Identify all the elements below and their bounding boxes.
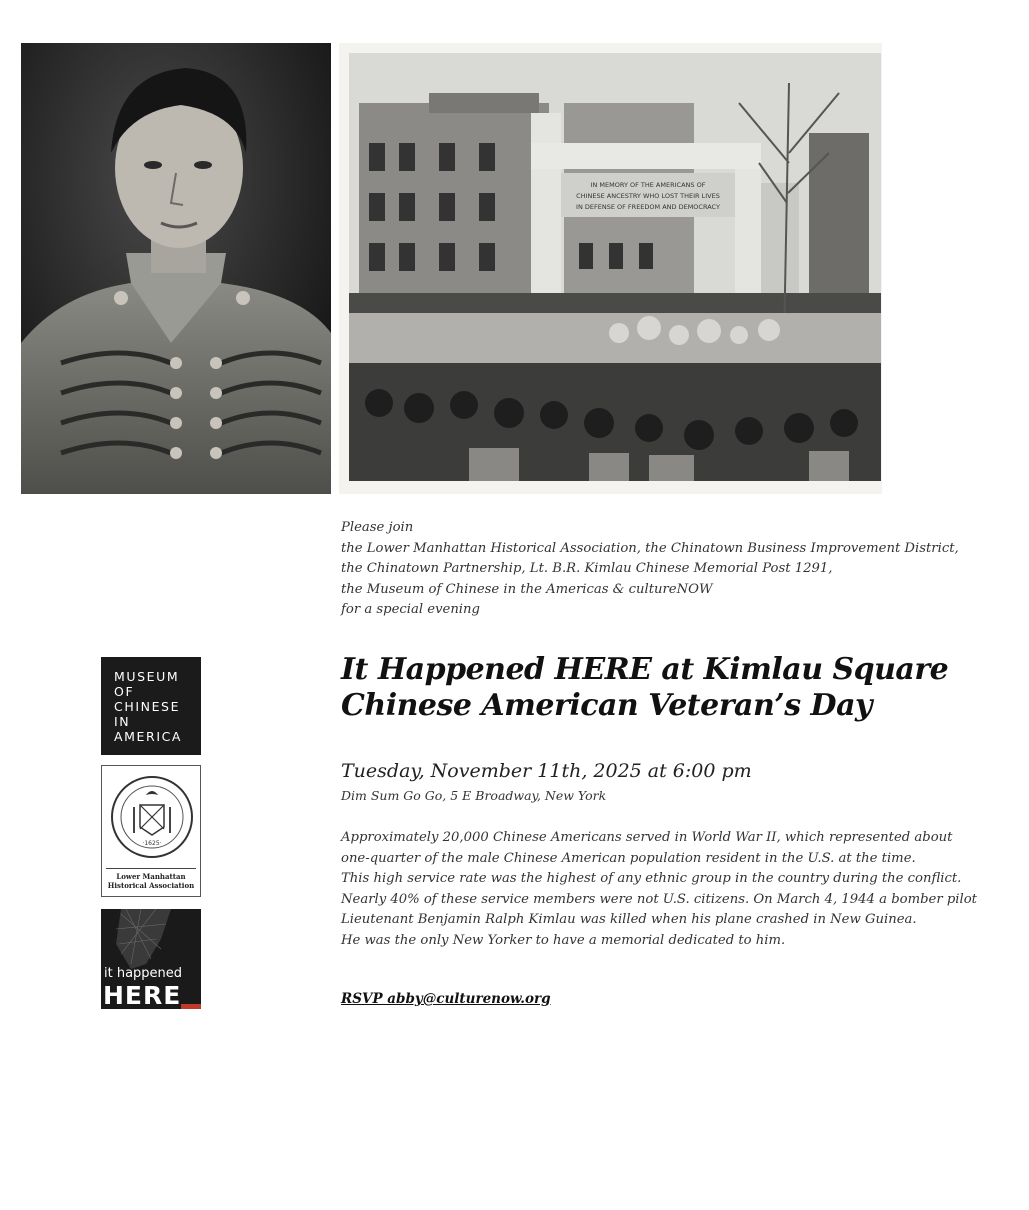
- invitation-line: for a special evening: [341, 602, 480, 617]
- invitation-text: [341, 518, 1001, 621]
- invitation-line: the Chinatown Partnership, Lt. B.R. Kimlau Chinese Memorial Post 1291,: [341, 561, 833, 576]
- mocna-logo-line: CHINESE: [114, 699, 181, 714]
- invitation-line: the Lower Manhattan Historical Association, the Chinatown Business Improvement District,: [341, 540, 959, 556]
- invitation-line: Please join: [341, 520, 414, 535]
- lmha-logo-text: [106, 868, 196, 890]
- lmha-logo-line: Lower Manhattan: [116, 872, 186, 881]
- mocna-logo: [101, 657, 201, 755]
- headline-line-2: Chinese American Veteran’s Day: [341, 688, 872, 723]
- event-description: [341, 828, 1021, 951]
- arch-inscription-line-3: IN DEFENSE OF FREEDOM AND DEMOCRACY: [576, 203, 720, 211]
- headline-line-1: It Happened HERE at Kimlau Square: [341, 652, 949, 687]
- lmha-logo: [101, 765, 201, 897]
- arch-inscription-line-2: CHINESE ANCESTRY WHO LOST THEIR LIVES: [576, 192, 720, 200]
- description-line: Approximately 20,000 Chinese Americans served in World War II, which represented about: [341, 830, 953, 845]
- mocna-logo-line: AMERICA: [114, 729, 183, 744]
- event-venue: Dim Sum Go Go, 5 E Broadway, New York: [341, 788, 607, 803]
- event-datetime: Tuesday, November 11th, 2025 at 6:00 pm: [341, 760, 752, 782]
- mocna-logo-line: OF: [114, 684, 135, 699]
- mocna-logo-line: MUSEUM: [114, 669, 180, 684]
- it-happened-here-logo: [101, 909, 201, 1009]
- description-line: one-quarter of the male Chinese American population resident in the U.S. at the time.: [341, 850, 916, 866]
- lmha-logo-line: Historical Association: [107, 881, 195, 890]
- ihh-logo-line-1: it happened: [104, 966, 183, 981]
- description-line: He was the only New Yorker to have a memorial dedicated to him.: [341, 932, 786, 948]
- arch-inscription-line-1: IN MEMORY OF THE AMERICANS OF: [590, 181, 706, 189]
- mocna-logo-line: IN: [114, 714, 131, 729]
- description-line: Nearly 40% of these service members were not U.S. citizens. On March 4, 1944 a bomber pilot: [341, 891, 977, 907]
- description-line: Lieutenant Benjamin Ralph Kimlau was killed when his plane crashed in New Guinea.: [341, 912, 917, 927]
- event-headline: [341, 652, 1021, 724]
- portrait-photo: [21, 43, 331, 494]
- nyc-seal-icon: [110, 771, 194, 867]
- ceremony-photo: [339, 43, 882, 494]
- invitation-line: the Museum of Chinese in the Americas & cultureNOW: [341, 581, 713, 597]
- ihh-logo-line-2: HERE: [103, 981, 182, 1009]
- rsvp-email-link[interactable]: RSVP abby@culturenow.org: [341, 991, 551, 1007]
- description-line: This high service rate was the highest of any ethnic group in the country during the conflict.: [341, 871, 962, 886]
- seal-year: ·1625·: [142, 840, 162, 847]
